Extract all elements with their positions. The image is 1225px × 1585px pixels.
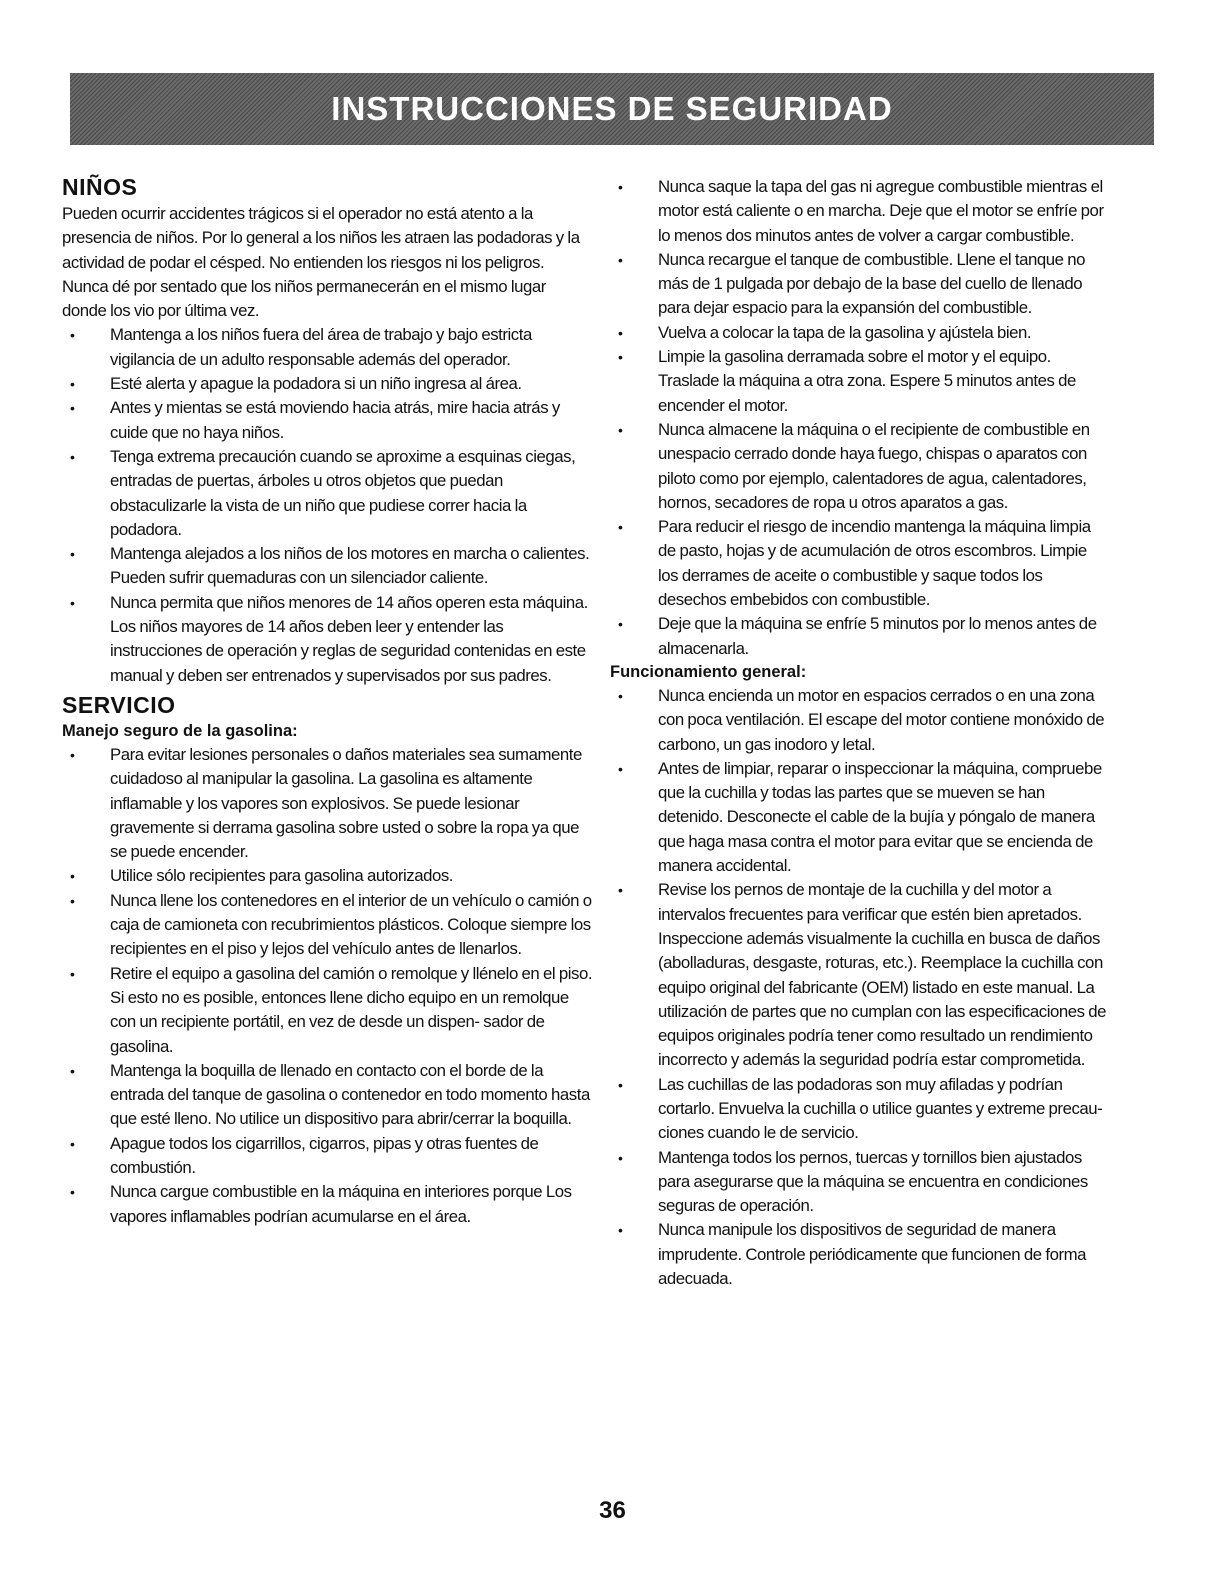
bullet-icon: •: [70, 746, 75, 763]
bullet-icon: •: [618, 1222, 623, 1239]
bullet-icon: •: [70, 400, 75, 417]
ninos-bullet-list: [62, 323, 594, 687]
left-column: [62, 172, 594, 1229]
banner-title: INSTRUCCIONES DE SEGURIDAD: [331, 90, 893, 127]
list-item: [62, 962, 594, 1059]
list-item-text: Mantenga a los niños fuera del área de trabajo y bajo estricta vigilancia de un adulto responsable además del operador.: [110, 325, 532, 369]
list-item: [610, 515, 1110, 612]
section-banner: [70, 73, 1154, 145]
bullet-icon: •: [70, 327, 75, 344]
bullet-icon: •: [618, 1149, 623, 1166]
gasolina-bullet-list-continued: [610, 175, 1110, 661]
list-item-text: Antes de limpiar, reparar o inspeccionar la máquina, compruebe que la cuchilla y todas las partes que se mueven se han detenido. Desconecte el cable de la bujía y póngalo de manera que haga masa contra el motor para evitar que se encienda de manera accidental.: [658, 758, 1102, 876]
bullet-icon: •: [618, 760, 623, 777]
list-item-text: Nunca llene los contenedores en el interior de un vehículo o camión o caja de camioneta con recubrimientos plásticos. Coloque siempre los recipientes en el piso y lejos del vehículo antes de llenarlos.: [110, 890, 592, 959]
list-item: [62, 1180, 594, 1229]
list-item-text: Antes y mientas se está moviendo hacia atrás, mire hacia atrás y cuide que no haya niños.: [110, 398, 560, 442]
bullet-icon: •: [618, 324, 623, 341]
list-item: [62, 542, 594, 591]
list-item: [62, 591, 594, 688]
bullet-icon: •: [70, 1062, 75, 1079]
bullet-icon: •: [618, 1076, 623, 1093]
bullet-icon: •: [70, 376, 75, 393]
list-item-text: Nunca recargue el tanque de combustible. Llene el tanque no más de 1 pulgada por debajo de la base del cuello de llenado para dejar espacio para la expansión del combustible.: [658, 249, 1086, 318]
list-item-text: Nunca saque la tapa del gas ni agregue combustible mientras el motor está caliente o en marcha. Deje que el motor se enfríe por lo menos dos minutos antes de volver a cargar combustible.: [658, 177, 1104, 245]
bullet-icon: •: [618, 616, 623, 633]
bullet-icon: •: [618, 421, 623, 438]
right-column: [610, 175, 1110, 1291]
ninos-heading: NIÑOS: [62, 174, 138, 200]
list-item-text: Nunca almacene la máquina o el recipiente de combustible en unespacio cerrado donde haya fuego, chispas o aparatos con piloto como por ejemplo, calentadores de agua, calentadores, hornos, secadores de ropa u otros aparatos a gas.: [658, 419, 1090, 512]
list-item-text: Nunca cargue combustible en la máquina en interiores porque Los vapores inflamables podrían acumularse en el área.: [110, 1182, 572, 1226]
list-item: [62, 864, 594, 888]
list-item-text: Retire el equipo a gasolina del camión o remolque y llénelo en el piso. Si esto no es posible, entonces llene dicho equipo en un remolque con un recipiente portátil, en vez de desde un dispen- sador de gasolina.: [110, 963, 593, 1056]
list-item: [62, 323, 594, 372]
list-item-text: Mantenga todos los pernos, tuercas y tornillos bien ajustados para asegurarse que la máquina se encuentra en condiciones seguras de operación.: [658, 1147, 1088, 1216]
bullet-icon: •: [618, 519, 623, 536]
list-item: [610, 1146, 1110, 1219]
bullet-icon: •: [70, 892, 75, 909]
list-item: [62, 1132, 594, 1181]
list-item: [62, 1059, 594, 1132]
list-item: [610, 175, 1110, 248]
list-item-text: Nunca encienda un motor en espacios cerrados o en una zona con poca ventilación. El escape del motor contiene monóxido de carbono, un gas inodoro y letal.: [658, 685, 1105, 754]
list-item-text: Nunca manipule los dispositivos de seguridad de manera imprudente. Controle periódicamente que funcionen de forma adecuada.: [658, 1220, 1087, 1289]
ninos-intro: Pueden ocurrir accidentes trágicos si el operador no está atento a la presencia de niños. Por lo general a los niños les atraen las podadoras y la actividad de podar el césped. No entienden los riesgos ni los peligros. Nunca dé por sentado que los niños permanecerán en el mismo lugar donde los vio por última vez.: [62, 204, 580, 321]
list-item: [62, 396, 594, 445]
bullet-icon: •: [70, 546, 75, 563]
list-item-text: Esté alerta y apague la podadora si un niño ingresa al área.: [110, 374, 522, 394]
list-item-text: Deje que la máquina se enfríe 5 minutos por lo menos antes de almacenarla.: [658, 614, 1097, 658]
funcionamiento-subheading: Funcionamiento general:: [610, 662, 807, 681]
list-item: [610, 757, 1110, 878]
list-item: [610, 345, 1110, 418]
list-item: [610, 612, 1110, 661]
list-item: [62, 743, 594, 864]
list-item-text: Mantenga alejados a los niños de los motores en marcha o calientes. Pueden sufrir quemaduras con un silenciador caliente.: [110, 544, 590, 588]
list-item-text: Vuelva a colocar la tapa de la gasolina y ajústela bien.: [658, 322, 1032, 342]
bullet-icon: •: [618, 687, 623, 704]
bullet-icon: •: [70, 1135, 75, 1152]
bullet-icon: •: [70, 594, 75, 611]
list-item-text: Limpie la gasolina derramada sobre el motor y el equipo. Traslade la máquina a otra zona. Espere 5 minutos antes de encender el motor.: [658, 347, 1076, 415]
list-item: [610, 321, 1110, 345]
bullet-icon: •: [70, 965, 75, 982]
list-item: [610, 878, 1110, 1072]
list-item: [610, 418, 1110, 515]
list-item: [610, 248, 1110, 321]
list-item-text: Mantenga la boquilla de llenado en contacto con el borde de la entrada del tanque de gasolina o contenedor en todo momento hasta que esté lleno. No utilice un dispositivo para abrir/cerrar la boquilla.: [110, 1060, 590, 1129]
bullet-icon: •: [618, 882, 623, 899]
page-number: 36: [599, 1497, 626, 1524]
list-item: [62, 889, 594, 962]
list-item: [610, 684, 1110, 757]
list-item-text: Apague todos los cigarrillos, cigarros, pipas y otras fuentes de combustión.: [110, 1133, 539, 1177]
list-item: [610, 1073, 1110, 1146]
funcionamiento-bullet-list: [610, 684, 1110, 1291]
bullet-icon: •: [70, 868, 75, 885]
list-item-text: Las cuchillas de las podadoras son muy afiladas y podrían cortarlo. Envuelva la cuchilla o utilice guantes y extreme precau- ciones cuando le de servicio.: [658, 1074, 1103, 1143]
list-item-text: Utilice sólo recipientes para gasolina autorizados.: [110, 866, 454, 886]
bullet-icon: •: [618, 349, 623, 366]
bullet-icon: •: [70, 1184, 75, 1201]
bullet-icon: •: [618, 179, 623, 195]
list-item: [610, 1218, 1110, 1291]
list-item: [62, 372, 594, 396]
list-item-text: Nunca permita que niños menores de 14 años operen esta máquina. Los niños mayores de 14 años deben leer y entender las instrucciones de operación y reglas de seguridad contenidas en este manual y deben ser entrenados y supervisados por sus padres.: [110, 592, 588, 685]
gasolina-bullet-list: [62, 743, 594, 1229]
gasolina-subheading: Manejo seguro de la gasolina:: [62, 721, 298, 740]
list-item-text: Tenga extrema precaución cuando se aproxime a esquinas ciegas, entradas de puertas, árboles u otros objetos que puedan obstaculizarle la vista de un niño que pudiese correr hacia la podadora.: [110, 446, 576, 539]
list-item-text: Revise los pernos de montaje de la cuchilla y del motor a intervalos frecuentes para verificar que estén bien apretados. Inspeccione además visualmente la cuchilla en busca de daños (abolladuras, desgaste, roturas, etc.). Reemplace la cuchilla con equipo original del fabricante (OEM) listado en este manual. La utilización de partes que no cumplan con las especificaciones de equipos originales podría tener como resultado un rendimiento incorrecto y además la seguridad podría estar comprometida.: [658, 880, 1107, 1070]
list-item-text: Para evitar lesiones personales o daños materiales sea sumamente cuidadoso al manipular la gasolina. La gasolina es altamente inflamable y los vapores son explosivos. Se puede lesionar gravemente si derrama gasolina sobre usted o sobre la ropa ya que se puede encender.: [110, 744, 582, 862]
list-item: [62, 445, 594, 542]
bullet-icon: •: [70, 448, 75, 465]
list-item-text: Para reducir el riesgo de incendio mantenga la máquina limpia de pasto, hojas y de acumulación de otros escombros. Limpie los derrames de aceite o combustible y saque todos los desechos embebidos con combustible.: [658, 517, 1091, 610]
bullet-icon: •: [618, 251, 623, 268]
servicio-heading: SERVICIO: [62, 691, 176, 718]
